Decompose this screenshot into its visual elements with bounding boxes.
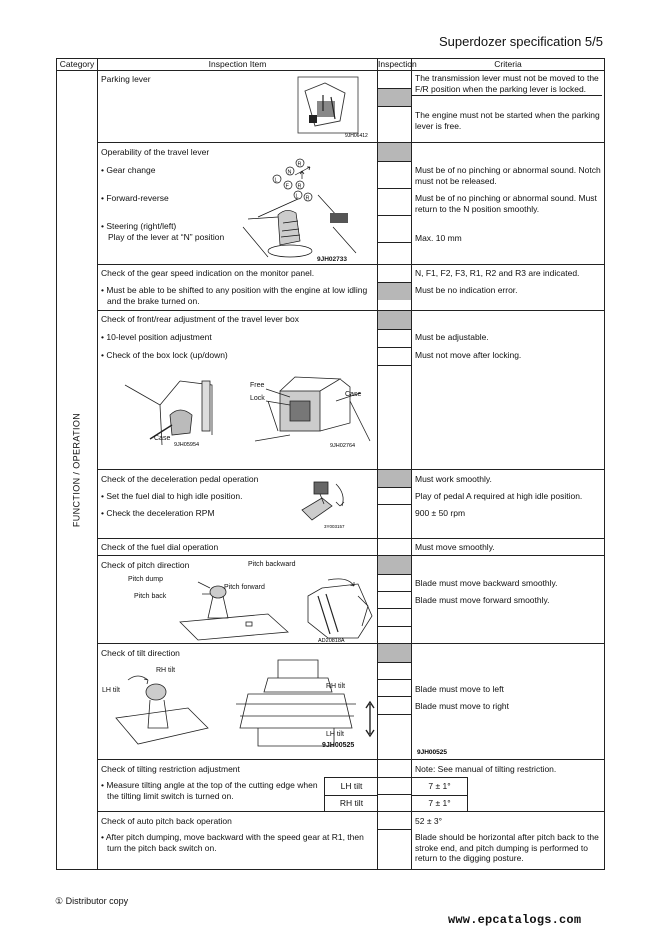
item-bullet: • Check of the box lock (up/down): [101, 350, 228, 360]
header-inspection-item: Inspection Item: [98, 59, 378, 71]
inspection-cell: [378, 760, 412, 812]
criteria-text: Max. 10 mm: [415, 233, 462, 243]
category-label: FUNCTION / OPERATION: [71, 412, 82, 528]
item-bullet: • Steering (right/left): [101, 221, 177, 231]
inspection-table: [56, 58, 605, 870]
inspection-box[interactable]: [378, 696, 411, 714]
criteria-text: Play of pedal A required at high idle position.: [415, 491, 583, 501]
header-criteria: Criteria: [412, 59, 605, 71]
inspection-box[interactable]: [378, 662, 411, 679]
table-row: [57, 71, 605, 143]
criteria-cell: [412, 644, 605, 760]
criteria-cell: [412, 311, 605, 470]
item-bullet: • Gear change: [101, 165, 156, 175]
inspection-box[interactable]: [378, 242, 411, 265]
table-header-row: [57, 59, 605, 71]
criteria-text: Blade must move forward smoothly.: [415, 595, 550, 605]
item-tilting-restriction: [98, 760, 378, 812]
inspection-box[interactable]: [378, 714, 411, 732]
tilt-label-rh: RH tilt: [339, 798, 364, 808]
inspection-box[interactable]: [378, 591, 411, 608]
item-title: Check of tilting restriction adjustment: [101, 764, 240, 774]
inspection-box[interactable]: [378, 215, 411, 242]
item-bullet: • 10-level position adjustment: [101, 332, 212, 342]
criteria-cell: [412, 71, 605, 143]
header-inspection: Inspection: [378, 59, 417, 69]
inspection-box[interactable]: [378, 347, 411, 365]
table-row: [57, 143, 605, 265]
table-row: [57, 812, 605, 870]
item-pitch-direction: [98, 556, 378, 644]
inspection-cell: [378, 556, 412, 644]
inspection-box[interactable]: [378, 265, 411, 282]
svg-text:3Y003157: 3Y003157: [324, 524, 345, 529]
inspection-box-shaded: [378, 470, 411, 487]
item-title: Check of tilt direction: [101, 648, 180, 658]
item-title: Check of pitch direction: [101, 560, 190, 570]
inspection-box[interactable]: [378, 161, 411, 188]
criteria-text: Must be no indication error.: [415, 285, 518, 295]
item-fuel-dial: [98, 539, 378, 556]
item-title: Parking lever: [101, 74, 151, 84]
travel-lever-figure: [238, 157, 376, 263]
item-lever-box: [98, 311, 378, 470]
criteria-text: 52 ± 3°: [415, 816, 442, 826]
table-row: [57, 644, 605, 760]
figure-label: Pitch back: [134, 593, 167, 600]
svg-text:L: L: [295, 193, 299, 200]
table-row: [57, 470, 605, 539]
item-bullet: • Set the fuel dial to high idle position.: [101, 491, 243, 501]
criteria-text: Blade must move to right: [415, 701, 510, 711]
svg-text:9JH00525: 9JH00525: [417, 749, 447, 756]
inspection-cell: [378, 644, 412, 760]
item-title: Operability of the travel lever: [101, 147, 210, 157]
table-row: [57, 311, 605, 470]
criteria-text: 900 ± 50 rpm: [415, 508, 466, 518]
criteria-cell: [412, 556, 605, 644]
figure-label: LH tilt: [326, 731, 344, 738]
inspection-box[interactable]: [378, 829, 411, 870]
figure-label: Pitch dump: [128, 576, 164, 583]
svg-text:R: R: [297, 183, 302, 190]
svg-text:AD20818A: AD20818A: [318, 638, 345, 644]
inspection-box[interactable]: [378, 760, 411, 777]
figure-label: Free: [250, 382, 265, 389]
item-gear-indication: [98, 265, 378, 311]
table-row: [57, 265, 605, 311]
figure-label: Pitch forward: [224, 584, 265, 591]
table-row: [57, 760, 605, 812]
inspection-cell: [378, 143, 412, 265]
pitch-figure: [158, 566, 376, 644]
criteria-text: The transmission lever must not be moved to the F/R position when the parking lever is locked.: [415, 73, 599, 94]
inspection-box-shaded: [378, 311, 411, 329]
svg-text:L: L: [274, 177, 278, 184]
svg-text:N: N: [287, 169, 292, 176]
header-category: Category: [57, 59, 98, 71]
category-cell: [57, 71, 98, 870]
item-bullet: • Forward-reverse: [101, 193, 169, 203]
website-link[interactable]: www.epcatalogs.com: [448, 913, 582, 927]
inspection-cell: [378, 311, 412, 470]
inspection-cell: [378, 265, 412, 311]
svg-text:F: F: [285, 183, 289, 190]
criteria-text: Must not move after locking.: [415, 350, 522, 360]
inspection-box[interactable]: [378, 679, 411, 696]
tilt-label-lh: LH tilt: [325, 778, 378, 796]
figure-label: Pitch backward: [248, 561, 296, 568]
criteria-text: The engine must not be started when the parking lever is free.: [412, 95, 602, 131]
svg-text:R: R: [297, 161, 302, 168]
criteria-cell: [412, 143, 605, 265]
inspection-box[interactable]: [378, 608, 411, 626]
inspection-box[interactable]: [378, 329, 411, 347]
criteria-cell: [412, 470, 605, 539]
figure-label: Case: [345, 391, 362, 398]
figure-label: LH tilt: [102, 687, 120, 694]
item-parking-lever: [98, 71, 378, 143]
item-bullet: • Measure tilting angle at the top of the cutting edge when the tilting limit switch is turned on.: [101, 780, 318, 801]
criteria-text: Must move smoothly.: [415, 542, 495, 552]
inspection-box[interactable]: [378, 504, 411, 521]
lever-box-figure-right: [250, 371, 376, 453]
inspection-box[interactable]: [378, 106, 411, 143]
inspection-box-shaded: [378, 88, 411, 106]
inspection-cell: [378, 470, 412, 539]
item-title: Check of auto pitch back operation: [101, 816, 232, 826]
svg-text:9JH02764: 9JH02764: [330, 443, 356, 449]
criteria-cell: [412, 812, 605, 870]
inspection-box-shaded: [378, 143, 411, 161]
item-title: Check of front/rear adjustment of the travel lever box: [101, 314, 299, 324]
tilt-value-lh: 7 ± 1°: [412, 778, 467, 796]
criteria-text: Must be of no pinching or abnormal sound. Must return to the N position smoothly.: [415, 193, 597, 214]
figure-label: RH tilt: [156, 667, 176, 674]
criteria-text: Must be adjustable.: [415, 332, 489, 342]
svg-text:9JH02733: 9JH02733: [317, 256, 347, 263]
item-bullet: Play of the lever at “N” position: [108, 232, 225, 242]
item-travel-lever: [98, 143, 378, 265]
inspection-box[interactable]: [378, 626, 411, 644]
criteria-text: Blade must move to left: [415, 684, 504, 694]
svg-text:9JH05954: 9JH05954: [174, 442, 200, 448]
svg-text:9JH06412: 9JH06412: [345, 133, 368, 139]
criteria-cell: [412, 760, 605, 812]
inspection-box[interactable]: [378, 574, 411, 591]
inspection-cell: [378, 71, 412, 143]
deceleration-pedal-figure: [296, 476, 360, 534]
item-bullet: • Must be able to be shifted to any position with the engine at low idling and the brake turned on.: [101, 285, 368, 306]
criteria-cell: [412, 265, 605, 311]
tilt-value-box: [412, 777, 468, 812]
table-row: [57, 539, 605, 556]
page-title: Superdozer specification 5/5: [438, 34, 603, 49]
figure-label: Case: [154, 435, 171, 442]
criteria-text: Must be of no pinching or abnormal sound. Notch must not be released.: [415, 165, 601, 186]
item-bullet: • After pitch dumping, move backward with the speed gear at R1, then turn the pitch back switch on.: [101, 832, 364, 853]
item-title: Check of the deceleration pedal operation: [101, 474, 259, 484]
tilt-value-rh: 7 ± 1°: [428, 798, 451, 808]
parking-lever-figure: [295, 71, 377, 143]
inspection-box[interactable]: [378, 539, 412, 556]
criteria-cell: [412, 539, 605, 556]
item-title: Check of the gear speed indication on the monitor panel.: [101, 268, 315, 278]
criteria-text: Blade must move backward smoothly.: [415, 578, 558, 588]
criteria-text: N, F1, F2, F3, R1, R2 and R3 are indicated.: [415, 268, 580, 278]
inspection-box[interactable]: [378, 794, 411, 812]
figure-code: 9JH00525: [322, 742, 355, 749]
inspection-box-divider: [378, 365, 411, 366]
item-deceleration-pedal: [98, 470, 378, 539]
inspection-box[interactable]: [378, 777, 411, 794]
criteria-text: Note: See manual of tilting restriction.: [415, 764, 557, 774]
inspection-box-shaded: [378, 644, 411, 662]
inspection-cell: [378, 812, 412, 870]
figure-label: RH tilt: [326, 683, 346, 690]
criteria-text: Must work smoothly.: [415, 474, 492, 484]
item-tilt-direction: [98, 644, 447, 760]
footer-note: ① Distributor copy: [55, 896, 129, 906]
criteria-text: Blade should be horizontal after pitch back to the stroke end, and pitch dumping is performed to return to the digging posture.: [415, 832, 599, 864]
item-bullet: • Check the deceleration RPM: [101, 508, 215, 518]
inspection-box[interactable]: [378, 487, 411, 504]
inspection-box[interactable]: [378, 812, 411, 829]
item-title: Check of the fuel dial operation: [101, 542, 219, 552]
table-row: [57, 556, 605, 644]
tilt-label-box: [324, 777, 378, 812]
figure-label: Lock: [250, 395, 265, 402]
inspection-box[interactable]: [378, 188, 411, 215]
inspection-box-shaded: [378, 556, 411, 574]
inspection-box-shaded: [378, 282, 411, 300]
item-auto-pitch-back: [98, 812, 378, 870]
svg-text:R: R: [305, 195, 310, 202]
